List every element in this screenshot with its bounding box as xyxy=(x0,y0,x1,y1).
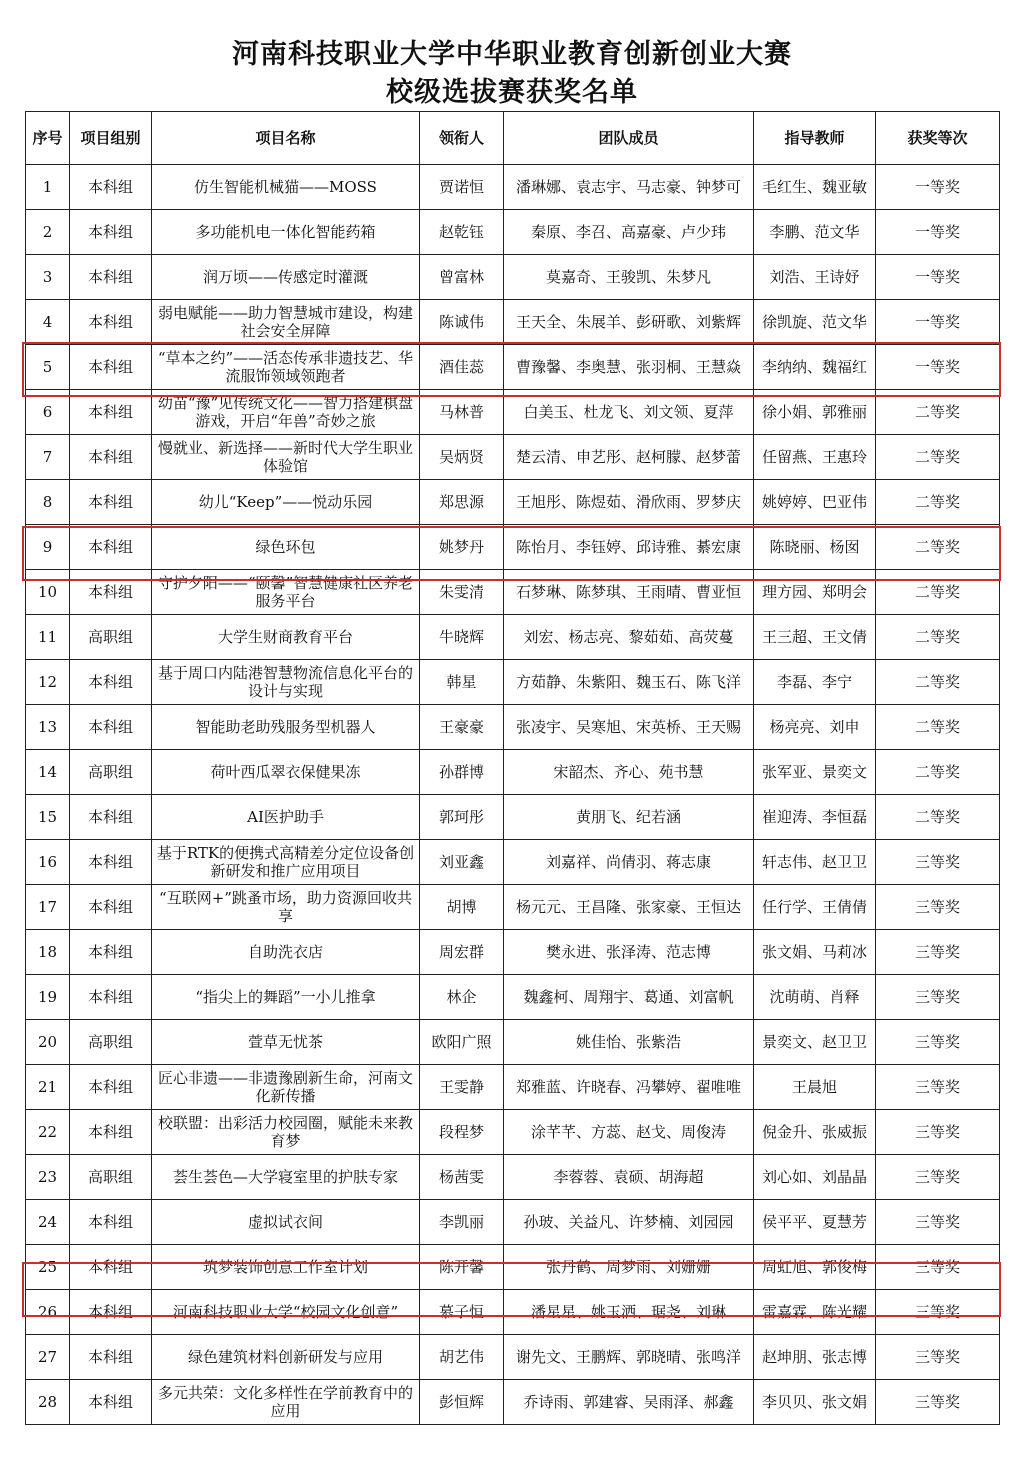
cell-award: 二等奖 xyxy=(876,705,1000,750)
table-row xyxy=(26,345,1000,390)
cell-project-name: 河南科技职业大学“校园文化创意” xyxy=(152,1290,420,1335)
cell-project-name: “指尖上的舞蹈”一小儿推拿 xyxy=(152,975,420,1020)
cell-group: 高职组 xyxy=(70,1155,152,1200)
cell-team-members: 张凌宇、吴寒旭、宋英桥、王天赐 xyxy=(504,705,754,750)
cell-group: 本科组 xyxy=(70,570,152,615)
cell-award: 三等奖 xyxy=(876,1065,1000,1110)
cell-award: 二等奖 xyxy=(876,480,1000,525)
cell-seq: 6 xyxy=(26,390,70,435)
table-row xyxy=(26,165,1000,210)
cell-team-members: 姚佳怡、张紫浩 xyxy=(504,1020,754,1065)
cell-seq: 18 xyxy=(26,930,70,975)
cell-leader: 杨茜雯 xyxy=(420,1155,504,1200)
cell-group: 本科组 xyxy=(70,300,152,345)
table-row xyxy=(26,255,1000,300)
cell-team-members: 白美玉、杜龙飞、刘文领、夏萍 xyxy=(504,390,754,435)
cell-award: 三等奖 xyxy=(876,1200,1000,1245)
cell-team-members: 张丹鹤、周梦雨、刘姗姗 xyxy=(504,1245,754,1290)
cell-award: 三等奖 xyxy=(876,1290,1000,1335)
table-row xyxy=(26,210,1000,255)
cell-leader: 郭珂彤 xyxy=(420,795,504,840)
cell-seq: 15 xyxy=(26,795,70,840)
cell-award: 二等奖 xyxy=(876,660,1000,705)
cell-seq: 12 xyxy=(26,660,70,705)
cell-team-members: 谢先文、王鹏辉、郭晓晴、张鸣洋 xyxy=(504,1335,754,1380)
cell-project-name: 守护夕阳——“颐馨”智慧健康社区养老服务平台 xyxy=(152,570,420,615)
table-row xyxy=(26,570,1000,615)
cell-seq: 13 xyxy=(26,705,70,750)
document-title-line2: 校级选拔赛获奖名单 xyxy=(386,77,638,108)
header-group: 项目组别 xyxy=(70,112,152,165)
cell-team-members: 石梦琳、陈梦琪、王雨晴、曹亚恒 xyxy=(504,570,754,615)
cell-group: 本科组 xyxy=(70,390,152,435)
cell-seq: 26 xyxy=(26,1290,70,1335)
cell-team-members: 潘琳娜、袁志宇、马志豪、钟梦可 xyxy=(504,165,754,210)
cell-advisor: 王晨旭 xyxy=(754,1065,876,1110)
cell-leader: 刘亚鑫 xyxy=(420,840,504,885)
table-row xyxy=(26,1290,1000,1335)
cell-leader: 贾诺恒 xyxy=(420,165,504,210)
cell-leader: 牛晓辉 xyxy=(420,615,504,660)
cell-seq: 8 xyxy=(26,480,70,525)
cell-seq: 24 xyxy=(26,1200,70,1245)
table-row xyxy=(26,1065,1000,1110)
cell-leader: 王豪豪 xyxy=(420,705,504,750)
table-row xyxy=(26,1380,1000,1425)
table-row xyxy=(26,1020,1000,1065)
cell-award: 三等奖 xyxy=(876,930,1000,975)
cell-project-name: AI医护助手 xyxy=(152,795,420,840)
cell-group: 本科组 xyxy=(70,795,152,840)
cell-advisor: 姚婷婷、巴亚伟 xyxy=(754,480,876,525)
cell-advisor: 毛红生、魏亚敏 xyxy=(754,165,876,210)
cell-seq: 14 xyxy=(26,750,70,795)
table-row xyxy=(26,1335,1000,1380)
cell-advisor: 徐凯旋、范文华 xyxy=(754,300,876,345)
cell-seq: 17 xyxy=(26,885,70,930)
cell-award: 一等奖 xyxy=(876,255,1000,300)
cell-leader: 林企 xyxy=(420,975,504,1020)
cell-team-members: 方茹静、朱紫阳、魏玉石、陈飞洋 xyxy=(504,660,754,705)
table-row xyxy=(26,885,1000,930)
cell-project-name: 绿色环包 xyxy=(152,525,420,570)
cell-award: 二等奖 xyxy=(876,390,1000,435)
cell-group: 本科组 xyxy=(70,480,152,525)
cell-seq: 9 xyxy=(26,525,70,570)
cell-award: 一等奖 xyxy=(876,300,1000,345)
cell-group: 本科组 xyxy=(70,435,152,480)
cell-group: 本科组 xyxy=(70,210,152,255)
cell-award: 二等奖 xyxy=(876,615,1000,660)
cell-leader: 孙群博 xyxy=(420,750,504,795)
cell-seq: 11 xyxy=(26,615,70,660)
document-title-line1: 河南科技职业大学中华职业教育创新创业大赛 xyxy=(232,39,792,70)
cell-project-name: 基于周口内陆港智慧物流信息化平台的设计与实现 xyxy=(152,660,420,705)
cell-advisor: 轩志伟、赵卫卫 xyxy=(754,840,876,885)
header-team-members: 团队成员 xyxy=(504,112,754,165)
cell-project-name: 自助洗衣店 xyxy=(152,930,420,975)
cell-leader: 吴炳贤 xyxy=(420,435,504,480)
cell-leader: 郑思源 xyxy=(420,480,504,525)
table-row xyxy=(26,1200,1000,1245)
cell-project-name: 荟生荟色—大学寝室里的护肤专家 xyxy=(152,1155,420,1200)
cell-award: 三等奖 xyxy=(876,1020,1000,1065)
cell-award: 二等奖 xyxy=(876,435,1000,480)
cell-advisor: 刘浩、王诗妤 xyxy=(754,255,876,300)
cell-seq: 5 xyxy=(26,345,70,390)
cell-seq: 20 xyxy=(26,1020,70,1065)
cell-group: 高职组 xyxy=(70,750,152,795)
cell-award: 三等奖 xyxy=(876,1335,1000,1380)
cell-leader: 李凯丽 xyxy=(420,1200,504,1245)
cell-team-members: 涂芊芊、方蕊、赵戈、周俊涛 xyxy=(504,1110,754,1155)
cell-project-name: 萱草无忧茶 xyxy=(152,1020,420,1065)
cell-seq: 7 xyxy=(26,435,70,480)
table-row xyxy=(26,525,1000,570)
cell-project-name: 绿色建筑材料创新研发与应用 xyxy=(152,1335,420,1380)
cell-advisor: 王三超、王文倩 xyxy=(754,615,876,660)
cell-advisor: 景奕文、赵卫卫 xyxy=(754,1020,876,1065)
cell-project-name: 虚拟试衣间 xyxy=(152,1200,420,1245)
cell-team-members: 楚云清、申艺彤、赵柯朦、赵梦蕾 xyxy=(504,435,754,480)
cell-seq: 25 xyxy=(26,1245,70,1290)
cell-advisor: 侯平平、夏慧芳 xyxy=(754,1200,876,1245)
cell-team-members: 王旭彤、陈煜茹、滑欣雨、罗梦庆 xyxy=(504,480,754,525)
header-seq: 序号 xyxy=(26,112,70,165)
cell-group: 本科组 xyxy=(70,255,152,300)
cell-team-members: 陈怡月、李钰婷、邱诗雅、綦宏康 xyxy=(504,525,754,570)
cell-advisor: 雷嘉霖、陈光耀 xyxy=(754,1290,876,1335)
cell-leader: 段程梦 xyxy=(420,1110,504,1155)
cell-project-name: 幼苗“豫”见传统文化——智力搭建棋盘游戏，开启“年兽”奇妙之旅 xyxy=(152,390,420,435)
cell-seq: 21 xyxy=(26,1065,70,1110)
table-row xyxy=(26,615,1000,660)
cell-team-members: 樊永进、张泽涛、范志博 xyxy=(504,930,754,975)
table-row xyxy=(26,1155,1000,1200)
cell-project-name: 匠心非遗——非遗豫剧新生命，河南文化新传播 xyxy=(152,1065,420,1110)
cell-project-name: 多功能机电一体化智能药箱 xyxy=(152,210,420,255)
cell-team-members: 魏鑫柯、周翔宇、葛通、刘富帆 xyxy=(504,975,754,1020)
cell-team-members: 杨元元、王昌隆、张家豪、王恒达 xyxy=(504,885,754,930)
cell-award: 三等奖 xyxy=(876,1110,1000,1155)
cell-leader: 马林普 xyxy=(420,390,504,435)
cell-seq: 4 xyxy=(26,300,70,345)
cell-group: 本科组 xyxy=(70,885,152,930)
cell-leader: 胡博 xyxy=(420,885,504,930)
cell-advisor: 徐小娟、郭雅丽 xyxy=(754,390,876,435)
cell-project-name: 多元共荣：文化多样性在学前教育中的应用 xyxy=(152,1380,420,1425)
cell-leader: 彭恒辉 xyxy=(420,1380,504,1425)
cell-group: 本科组 xyxy=(70,1110,152,1155)
table-row xyxy=(26,930,1000,975)
cell-advisor: 张军亚、景奕文 xyxy=(754,750,876,795)
cell-award: 二等奖 xyxy=(876,750,1000,795)
cell-project-name: 幼儿“Keep”——悦动乐园 xyxy=(152,480,420,525)
cell-advisor: 理方园、郑明会 xyxy=(754,570,876,615)
cell-group: 高职组 xyxy=(70,615,152,660)
cell-leader: 胡艺伟 xyxy=(420,1335,504,1380)
cell-group: 本科组 xyxy=(70,345,152,390)
cell-group: 本科组 xyxy=(70,1335,152,1380)
table-row xyxy=(26,1110,1000,1155)
cell-team-members: 李蓉蓉、袁硕、胡海超 xyxy=(504,1155,754,1200)
cell-leader: 赵乾钰 xyxy=(420,210,504,255)
cell-award: 三等奖 xyxy=(876,885,1000,930)
cell-award: 三等奖 xyxy=(876,1155,1000,1200)
cell-award: 三等奖 xyxy=(876,1380,1000,1425)
cell-advisor: 李磊、李宁 xyxy=(754,660,876,705)
cell-project-name: 智能助老助残服务型机器人 xyxy=(152,705,420,750)
cell-award: 三等奖 xyxy=(876,1245,1000,1290)
cell-seq: 2 xyxy=(26,210,70,255)
cell-advisor: 杨亮亮、刘申 xyxy=(754,705,876,750)
cell-advisor: 任行学、王倩倩 xyxy=(754,885,876,930)
header-advisor: 指导教师 xyxy=(754,112,876,165)
cell-advisor: 刘心如、刘晶晶 xyxy=(754,1155,876,1200)
cell-team-members: 宋韶杰、齐心、苑书慧 xyxy=(504,750,754,795)
table-row xyxy=(26,975,1000,1020)
cell-advisor: 张文娟、马莉冰 xyxy=(754,930,876,975)
cell-seq: 28 xyxy=(26,1380,70,1425)
header-award: 获奖等次 xyxy=(876,112,1000,165)
cell-leader: 酒佳蕊 xyxy=(420,345,504,390)
cell-project-name: 筑梦装饰创意工作室计划 xyxy=(152,1245,420,1290)
cell-team-members: 黄朋飞、纪若涵 xyxy=(504,795,754,840)
cell-team-members: 刘嘉祥、尚倩羽、蒋志康 xyxy=(504,840,754,885)
cell-group: 本科组 xyxy=(70,840,152,885)
cell-project-name: 弱电赋能——助力智慧城市建设，构建社会安全屏障 xyxy=(152,300,420,345)
table-row xyxy=(26,1245,1000,1290)
table-row xyxy=(26,480,1000,525)
cell-project-name: “草本之约”——活态传承非遗技艺、华流服饰领域领跑者 xyxy=(152,345,420,390)
table-row xyxy=(26,660,1000,705)
table-row xyxy=(26,840,1000,885)
cell-project-name: 荷叶西瓜翠衣保健果冻 xyxy=(152,750,420,795)
cell-advisor: 倪金升、张威振 xyxy=(754,1110,876,1155)
cell-advisor: 崔迎涛、李恒磊 xyxy=(754,795,876,840)
cell-advisor: 沈萌萌、肖释 xyxy=(754,975,876,1020)
cell-team-members: 孙玻、关益凡、许梦楠、刘园园 xyxy=(504,1200,754,1245)
cell-leader: 姚梦丹 xyxy=(420,525,504,570)
cell-advisor: 赵坤朋、张志博 xyxy=(754,1335,876,1380)
cell-leader: 陈开馨 xyxy=(420,1245,504,1290)
cell-advisor: 任留燕、王惠玲 xyxy=(754,435,876,480)
cell-leader: 王雯静 xyxy=(420,1065,504,1110)
cell-group: 本科组 xyxy=(70,930,152,975)
cell-team-members: 乔诗雨、郭建睿、吴雨泽、郝鑫 xyxy=(504,1380,754,1425)
table-row xyxy=(26,300,1000,345)
table-row xyxy=(26,390,1000,435)
table-row xyxy=(26,435,1000,480)
cell-team-members: 秦原、李召、高嘉豪、卢少玮 xyxy=(504,210,754,255)
header-project-name: 项目名称 xyxy=(152,112,420,165)
cell-team-members: 郑雅蓝、许晓春、冯攀婷、翟唯唯 xyxy=(504,1065,754,1110)
cell-seq: 1 xyxy=(26,165,70,210)
cell-leader: 慕子恒 xyxy=(420,1290,504,1335)
cell-leader: 曾富林 xyxy=(420,255,504,300)
cell-project-name: 润万顷——传感定时灌溉 xyxy=(152,255,420,300)
cell-group: 本科组 xyxy=(70,705,152,750)
cell-group: 高职组 xyxy=(70,1020,152,1065)
cell-award: 二等奖 xyxy=(876,795,1000,840)
cell-award: 一等奖 xyxy=(876,345,1000,390)
cell-group: 本科组 xyxy=(70,1200,152,1245)
cell-group: 本科组 xyxy=(70,165,152,210)
cell-leader: 韩星 xyxy=(420,660,504,705)
cell-group: 本科组 xyxy=(70,525,152,570)
cell-group: 本科组 xyxy=(70,975,152,1020)
cell-award: 一等奖 xyxy=(876,165,1000,210)
cell-team-members: 潘星星、姚玉洒、琚尧、刘琳 xyxy=(504,1290,754,1335)
cell-project-name: 慢就业、新选择——新时代大学生职业体验馆 xyxy=(152,435,420,480)
cell-seq: 16 xyxy=(26,840,70,885)
cell-seq: 3 xyxy=(26,255,70,300)
cell-seq: 19 xyxy=(26,975,70,1020)
cell-team-members: 刘宏、杨志亮、黎茹茹、高荧蔓 xyxy=(504,615,754,660)
header-leader: 领衔人 xyxy=(420,112,504,165)
cell-project-name: 基于RTK的便携式高精差分定位设备创新研发和推广应用项目 xyxy=(152,840,420,885)
cell-leader: 欧阳广照 xyxy=(420,1020,504,1065)
table-row xyxy=(26,750,1000,795)
cell-seq: 22 xyxy=(26,1110,70,1155)
cell-group: 本科组 xyxy=(70,660,152,705)
cell-advisor: 李纳纳、魏福红 xyxy=(754,345,876,390)
cell-project-name: 仿生智能机械猫——MOSS xyxy=(152,165,420,210)
cell-leader: 陈诚伟 xyxy=(420,300,504,345)
cell-seq: 27 xyxy=(26,1335,70,1380)
cell-project-name: 大学生财商教育平台 xyxy=(152,615,420,660)
cell-award: 二等奖 xyxy=(876,525,1000,570)
table-header-row xyxy=(26,112,1000,165)
cell-leader: 朱雯清 xyxy=(420,570,504,615)
cell-advisor: 周虹旭、郭俊梅 xyxy=(754,1245,876,1290)
cell-team-members: 王天全、朱展羊、彭研歌、刘紫辉 xyxy=(504,300,754,345)
cell-advisor: 陈晓丽、杨囡 xyxy=(754,525,876,570)
cell-group: 本科组 xyxy=(70,1245,152,1290)
cell-advisor: 李鹏、范文华 xyxy=(754,210,876,255)
cell-team-members: 莫嘉奇、王骏凯、朱梦凡 xyxy=(504,255,754,300)
table-row xyxy=(26,705,1000,750)
cell-project-name: “互联网+”跳蚤市场，助力资源回收共享 xyxy=(152,885,420,930)
cell-award: 三等奖 xyxy=(876,975,1000,1020)
cell-award: 二等奖 xyxy=(876,570,1000,615)
cell-group: 本科组 xyxy=(70,1065,152,1110)
cell-group: 本科组 xyxy=(70,1290,152,1335)
cell-award: 一等奖 xyxy=(876,210,1000,255)
cell-leader: 周宏群 xyxy=(420,930,504,975)
cell-award: 三等奖 xyxy=(876,840,1000,885)
cell-advisor: 李贝贝、张文娟 xyxy=(754,1380,876,1425)
cell-project-name: 校联盟：出彩活力校园圈，赋能未来教育梦 xyxy=(152,1110,420,1155)
cell-team-members: 曹豫馨、李奥慧、张羽桐、王慧焱 xyxy=(504,345,754,390)
table-row xyxy=(26,795,1000,840)
award-table xyxy=(25,111,1000,1425)
cell-seq: 23 xyxy=(26,1155,70,1200)
cell-group: 本科组 xyxy=(70,1380,152,1425)
cell-seq: 10 xyxy=(26,570,70,615)
